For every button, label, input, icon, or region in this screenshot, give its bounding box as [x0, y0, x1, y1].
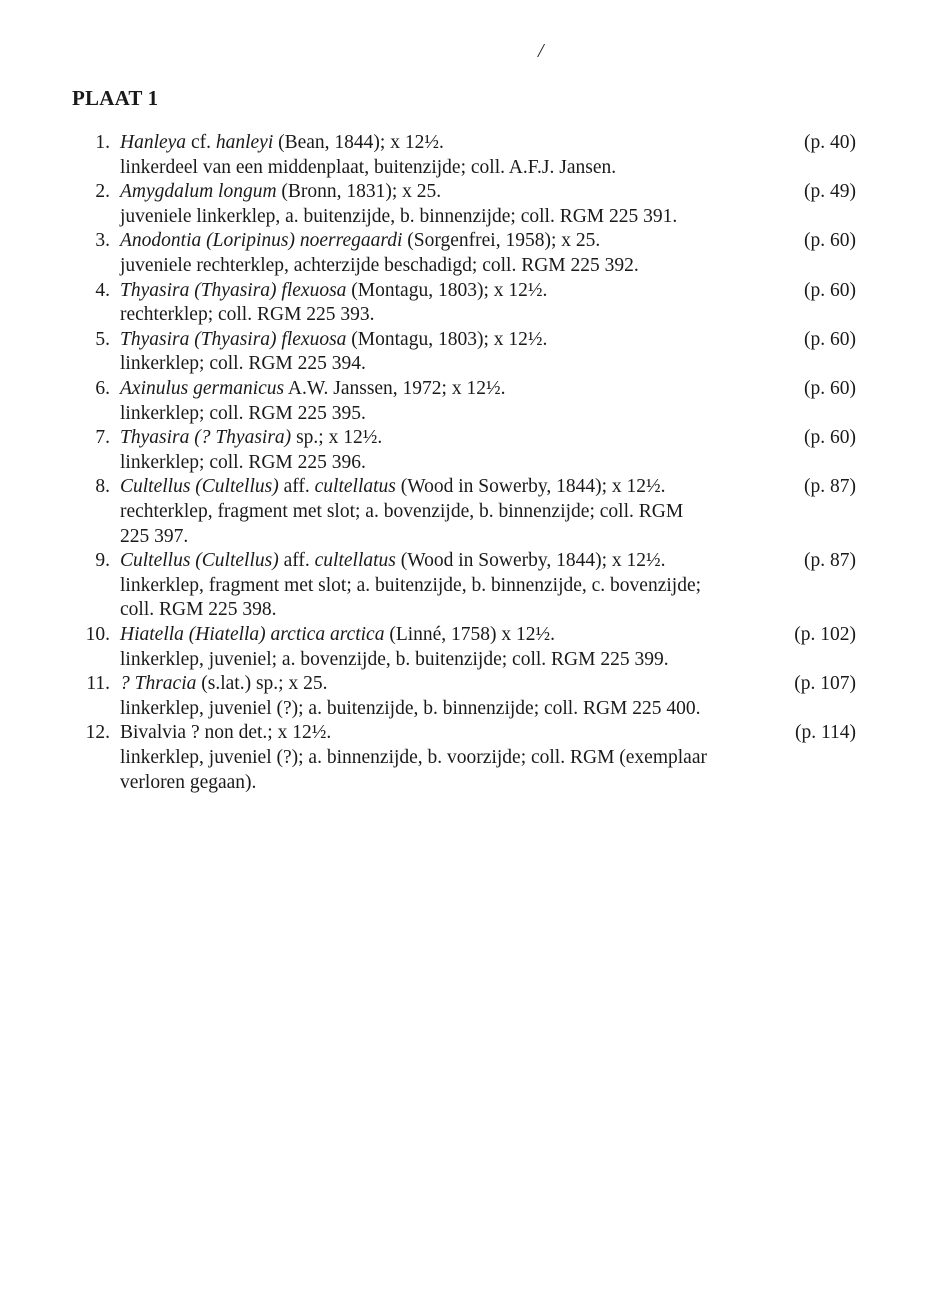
entry-title: [120, 180, 441, 205]
page-reference: (p. 40): [804, 132, 856, 153]
entry-number: 7.: [95, 427, 110, 449]
plate-entry: [0, 180, 936, 229]
entry-number: 8.: [95, 476, 110, 498]
entry-title: [120, 229, 600, 254]
taxon-name: Hanleya: [120, 132, 187, 153]
author-and-magnification: (Bronn, 1831); x 25.: [276, 181, 442, 203]
entry-title: [120, 475, 666, 500]
taxon-epithet: cultellatus: [314, 550, 396, 572]
description-line: linkerklep, juveniel (?); a. binnenzijde, b. voorzijde; coll. RGM (exemplaar: [120, 746, 707, 768]
entry-number: 9.: [95, 550, 110, 572]
entry-title: [120, 549, 666, 574]
author-and-magnification: (Wood in Sowerby, 1844); x 12½.: [395, 476, 666, 498]
plate-entry: [0, 475, 936, 549]
taxon-name: Cultellus (Cultellus): [120, 550, 279, 572]
page-reference: (p. 60): [804, 378, 856, 399]
taxon-qualifier: cf.: [186, 132, 216, 153]
plate-entry: [0, 549, 936, 623]
page-reference: (p. 60): [804, 427, 856, 449]
page-reference: (p. 102): [794, 624, 856, 645]
description-line: linkerklep; coll. RGM 225 395.: [120, 402, 366, 424]
plate-entry: [0, 279, 936, 328]
entry-title: [120, 328, 547, 353]
taxon-name: Anodontia (Loripinus) noerregaardi: [120, 230, 403, 252]
page-reference: (p. 87): [804, 476, 856, 498]
entry-number: 2.: [95, 181, 110, 203]
plate-entry: [0, 377, 936, 426]
corner-mark: /: [538, 40, 544, 62]
entry-number: 5.: [95, 328, 110, 350]
entry-number: 11.: [86, 673, 110, 695]
entry-number: 4.: [95, 279, 110, 301]
taxon-name: Amygdalum longum: [120, 181, 277, 203]
plate-entry: [0, 623, 936, 672]
taxon-epithet: cultellatus: [314, 476, 396, 498]
description-line: juveniele linkerklep, a. buitenzijde, b. binnenzijde; coll. RGM 225 391.: [120, 205, 678, 227]
page-reference: (p. 60): [804, 230, 856, 252]
taxon-qualifier: aff.: [278, 476, 315, 498]
taxon-name: Axinulus germanicus: [120, 378, 285, 399]
entry-title: [120, 131, 444, 156]
entry-description: [120, 451, 770, 476]
plate-entry: [0, 426, 936, 475]
taxon-qualifier: aff.: [278, 550, 315, 572]
entry-number: 6.: [95, 378, 110, 399]
plate-entry: [0, 672, 936, 721]
description-line: linkerklep, juveniel (?); a. buitenzijde, b. binnenzijde; coll. RGM 225 400.: [120, 697, 701, 719]
entry-title: [120, 672, 327, 697]
page-reference: (p. 87): [804, 550, 856, 572]
page-reference: (p. 114): [794, 722, 856, 744]
taxon-name: Thyasira (Thyasira) flexuosa: [120, 279, 347, 301]
entry-description: [120, 697, 770, 722]
entry-number: 12.: [85, 722, 110, 744]
page-reference: (p. 49): [804, 181, 856, 203]
entry-title: [120, 377, 505, 402]
author-and-magnification: sp.; x 12½.: [291, 427, 383, 449]
plate-title: PLAAT 1: [72, 86, 159, 110]
entry-title: [120, 426, 382, 451]
taxon-name: Cultellus (Cultellus): [120, 476, 279, 498]
taxon-name: Thyasira (? Thyasira): [120, 427, 292, 449]
description-line: linkerdeel van een middenplaat, buitenzijde; coll. A.F.J. Jansen.: [120, 156, 617, 178]
page-reference: (p. 60): [804, 279, 856, 301]
author-and-magnification: (Linné, 1758) x 12½.: [384, 624, 556, 645]
taxon-epithet: hanleyi: [215, 132, 274, 153]
entry-description: [120, 746, 770, 795]
author-and-magnification: Bivalvia ? non det.; x 12½.: [120, 722, 332, 744]
entry-description: [120, 402, 770, 427]
author-and-magnification: A.W. Janssen, 1972; x 12½.: [284, 378, 506, 399]
entry-number: 10.: [85, 624, 110, 645]
author-and-magnification: (Wood in Sowerby, 1844); x 12½.: [395, 550, 666, 572]
page-reference: (p. 107): [794, 673, 856, 695]
entry-title: [120, 623, 555, 648]
description-line: linkerklep; coll. RGM 225 394.: [120, 353, 366, 375]
entry-description: [120, 303, 770, 328]
plate-entry: [0, 721, 936, 795]
author-and-magnification: (Montagu, 1803); x 12½.: [346, 279, 548, 301]
entry-number: 1.: [95, 132, 110, 153]
description-line: linkerklep; coll. RGM 225 396.: [120, 451, 366, 473]
description-line: linkerklep, juveniel; a. bovenzijde, b. buitenzijde; coll. RGM 225 399.: [120, 648, 669, 670]
author-and-magnification: (Bean, 1844); x 12½.: [273, 132, 444, 153]
author-and-magnification: (Sorgenfrei, 1958); x 25.: [402, 230, 601, 252]
description-line: rechterklep; coll. RGM 225 393.: [120, 304, 375, 326]
description-line: 225 397.: [120, 525, 189, 547]
description-line: juveniele rechterklep, achterzijde beschadigd; coll. RGM 225 392.: [120, 254, 639, 276]
plate-entry: [0, 328, 936, 377]
entry-description: [120, 574, 770, 623]
plate-entry: [0, 229, 936, 278]
page-reference: (p. 60): [804, 328, 856, 350]
description-line: rechterklep, fragment met slot; a. bovenzijde, b. binnenzijde; coll. RGM: [120, 500, 684, 522]
entry-number: 3.: [95, 230, 110, 252]
entry-description: [120, 648, 770, 673]
author-and-magnification: (s.lat.) sp.; x 25.: [196, 673, 328, 695]
description-line: verloren gegaan).: [120, 771, 257, 793]
author-and-magnification: (Montagu, 1803); x 12½.: [346, 328, 548, 350]
taxon-name: Hiatella (Hiatella) arctica arctica: [120, 624, 385, 645]
taxon-name: ? Thracia: [120, 673, 197, 695]
entry-description: [120, 352, 770, 377]
taxon-name: Thyasira (Thyasira) flexuosa: [120, 328, 347, 350]
description-line: linkerklep, fragment met slot; a. buitenzijde, b. binnenzijde, c. bovenzijde;: [120, 574, 702, 596]
entry-title: [120, 721, 331, 746]
entry-description: [120, 205, 770, 230]
entry-description: [120, 156, 770, 181]
entry-title: [120, 279, 547, 304]
description-line: coll. RGM 225 398.: [120, 599, 277, 621]
plate-entry: [0, 131, 936, 180]
entry-description: [120, 254, 770, 279]
entry-description: [120, 500, 770, 549]
